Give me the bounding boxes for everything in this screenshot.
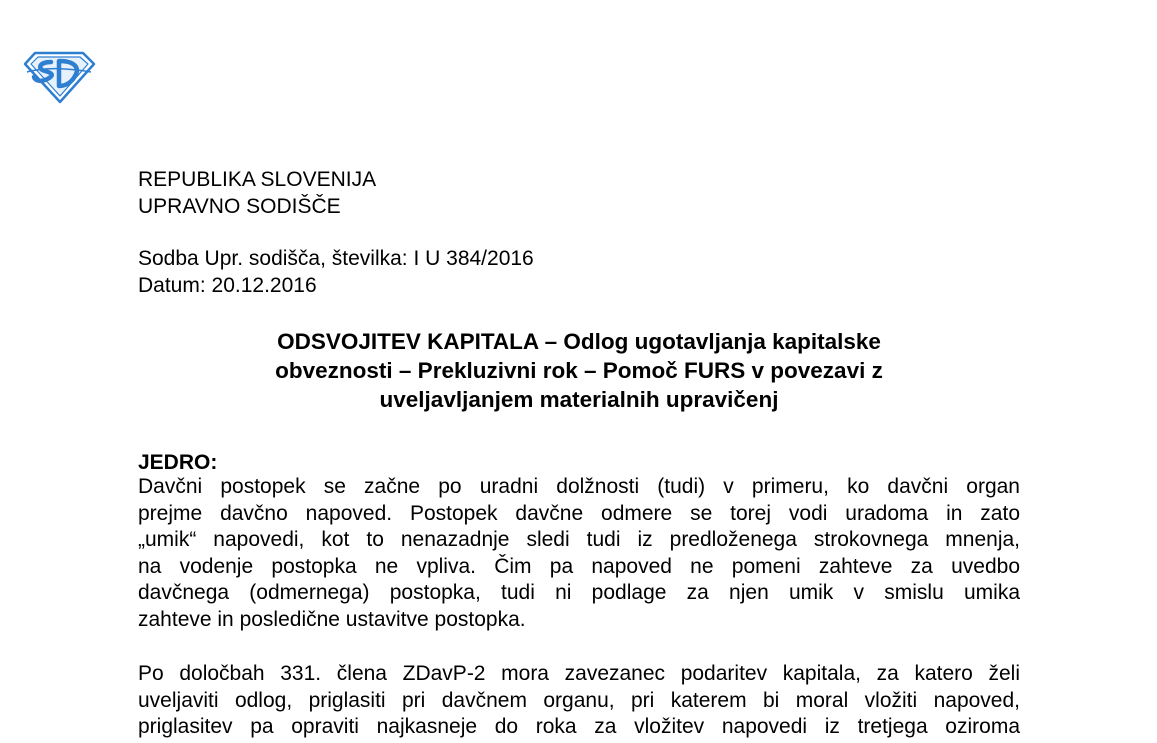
case-number: Sodba Upr. sodišča, številka: I U 384/2016 [138,247,534,270]
case-meta [138,245,534,299]
country-name: REPUBLIKA SLOVENIJA [138,168,377,191]
second-paragraph [138,661,1020,741]
paragraph-line: Po določbah 331. člena ZDavP-2 mora zavezanec podaritev kapitala, za katero želi [138,662,1020,685]
document-title [138,327,1020,414]
paragraph-line: uveljaviti odlog, priglasiti pri davčnem organu, pri katerem bi moral vložiti napoved, [138,688,1020,712]
court-name: UPRAVNO SODIŠČE [138,195,341,218]
core-heading: JEDRO: [138,451,218,474]
logo-shield-icon [21,50,97,104]
paragraph-line: Davčni postopek se začne po uradni dolžnosti (tudi) v primeru, ko davčni organ [138,475,1020,498]
court-header [138,166,376,220]
paragraph-line: na vodenje postopka ne vpliva. Čim pa napoved ne pomeni zahteve za uvedbo [138,554,1020,578]
paragraph-line: „umik“ napovedi, kot to nenazadnje sledi tudi iz predloženega strokovnega mnenja, [138,528,1020,552]
title-line: uveljavljanjem materialnih upravičenj [379,387,779,412]
paragraph-line: prejme davčno napoved. Postopek davčne odmere se torej vodi uradoma in zato [138,501,1020,525]
judgment-date: Datum: 20.12.2016 [138,274,317,297]
title-line: ODSVOJITEV KAPITALA – Odlog ugotavljanja kapitalske [277,329,881,354]
title-line: obveznosti – Prekluzivni rok – Pomoč FURS v povezavi z [275,358,883,383]
paragraph-line: priglasitev pa opraviti najkasneje do roka za vložitev napovedi iz tretjega oziroma [138,715,1020,739]
paragraph-line: davčnega (odmernega) postopka, tudi ni podlage za njen umik v smislu umika [138,581,1020,605]
paragraph-line: zahteve in posledične ustavitve postopka. [138,607,526,631]
core-paragraph [138,474,1020,634]
